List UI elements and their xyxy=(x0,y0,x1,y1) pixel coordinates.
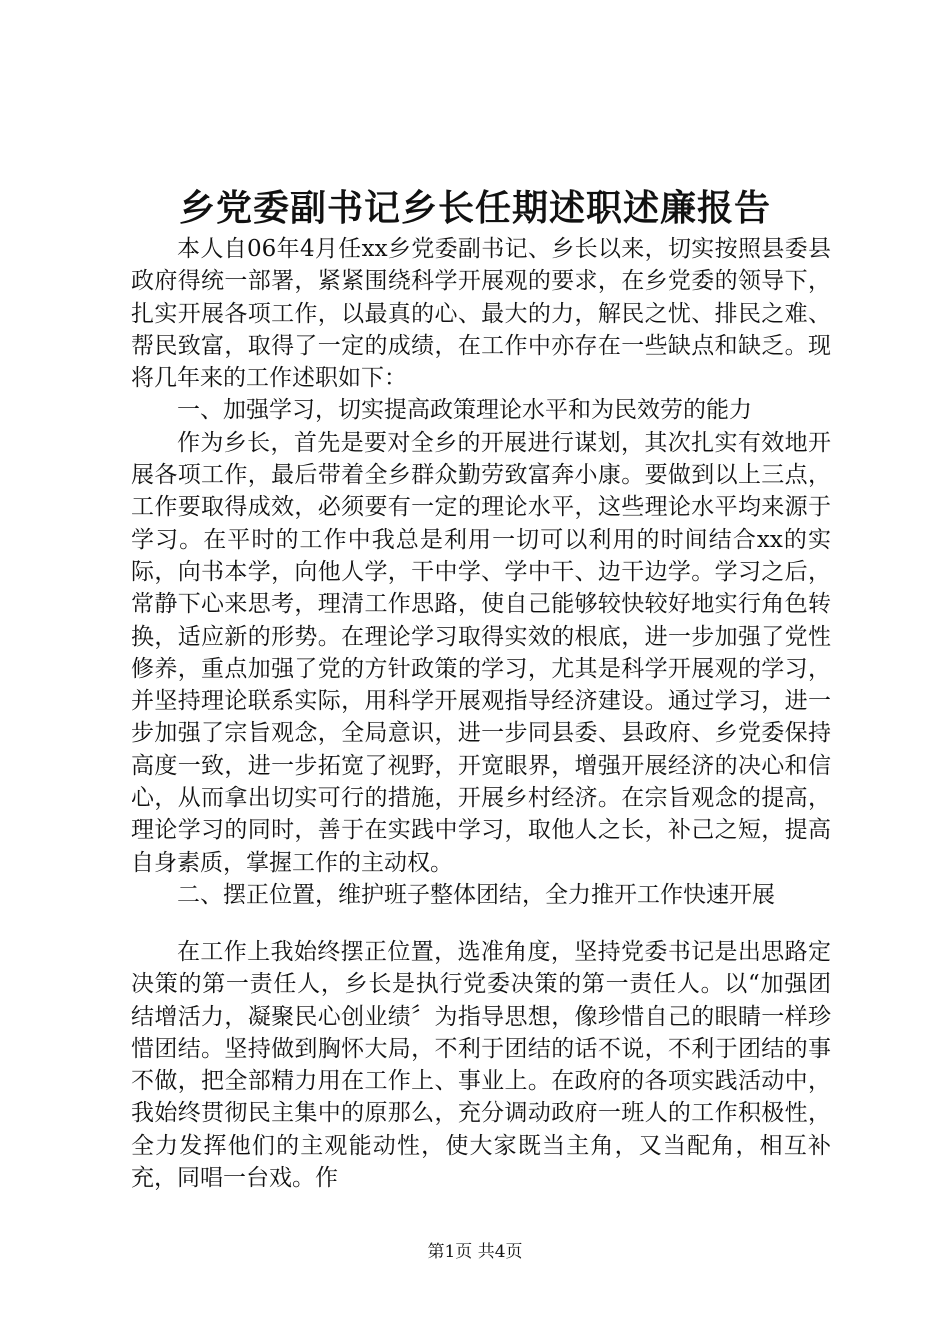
intro-paragraph: 本人自06年4月任xx乡党委副书记、乡长以来，切实按照县委县政府得统一部署，紧紧围绕科学开展观的要求，在乡党委的领导下，扎实开展各项工作，以最真的心、最大的力，解民之忧、排民之难、帮民致富，取得了一定的成绩，在工作中亦存在一些缺点和缺乏。现将几年来的工作述职如下： xyxy=(131,236,831,392)
body-paragraph: 在工作上我始终摆正位置，选准角度，坚持党委书记是出思路定决策的第一责任人，乡长是执行党委决策的第一责任人。以“加强团结增活力，凝聚民心创业绩〞为指导思想，像珍惜自己的眼睛一样珍惜团结。坚持做到胸怀大局，不利于团结的话不说，不利于团结的事不做，把全部精力用在工作上、事业上。在政府的各项实践活动中，我始终贯彻民主集中的原那么，充分调动政府一班人的工作积极性，全力发挥他们的主观能动性，使大家既当主角，又当配角，相互补充，同唱一台戏。作 xyxy=(131,939,831,1192)
page-footer: 第1页 共4页 xyxy=(427,1242,523,1262)
section-heading-2: 二、摆正位置，维护班子整体团结，全力推开工作快速开展 xyxy=(177,881,775,908)
document-body-continued xyxy=(131,936,831,1194)
document-title: 乡党委副书记乡长任期述职述廉报告 xyxy=(178,187,771,229)
section-heading-1: 一、加强学习，切实提高政策理论水平和为民效劳的能力 xyxy=(177,397,752,424)
body-paragraph: 作为乡长，首先是要对全乡的开展进行谋划，其次扎实有效地开展各项工作，最后带着全乡群众勤劳致富奔小康。要做到以上三点，工作要取得成效，必须要有一定的理论水平，这些理论水平均来源于学习。在平时的工作中我总是利用一切可以利用的时间结合xx的实际，向书本学，向他人学，干中学、学中干、边干边学。学习之后，常静下心来思考，理清工作思路，使自己能够较快较好地实行角色转换，适应新的形势。在理论学习取得实效的根底，进一步加强了党性修养，重点加强了党的方针政策的学习，尤其是科学开展观的学习，并坚持理论联系实际，用科学开展观指导经济建设。通过学习，进一步加强了宗旨观念，全局意识，进一步同县委、县政府、乡党委保持高度一致，进一步拓宽了视野，开宽眼界，增强开展经济的决心和信心，从而拿出切实可行的措施，开展乡村经济。在宗旨观念的提高，理论学习的同时，善于在实践中学习，取他人之长，补己之短，提高自身素质，掌握工作的主动权。 xyxy=(131,429,831,876)
document-body xyxy=(131,233,831,911)
